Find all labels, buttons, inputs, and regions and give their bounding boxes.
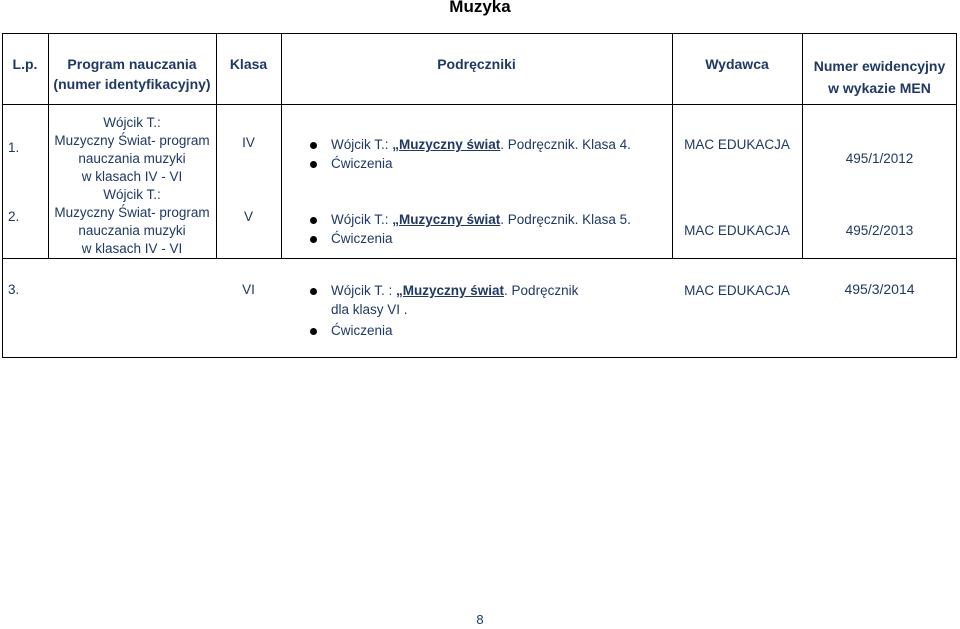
page-title: Muzyka xyxy=(449,0,511,16)
exercises-entry: Ćwiczenia xyxy=(331,231,393,246)
header-divider xyxy=(2,104,957,105)
program-line: nauczania muzyki xyxy=(78,151,186,166)
bullet-icon xyxy=(310,236,317,243)
header-podreczniki: Podręczniki xyxy=(437,56,516,72)
bullet-icon xyxy=(310,161,317,168)
book-author: Wójcik T.: xyxy=(331,212,393,227)
row-lp: 3. xyxy=(8,282,20,297)
publisher: MAC EDUKACJA xyxy=(684,137,790,152)
program-line: Wójcik T.: xyxy=(103,115,161,130)
program-line: w klasach IV - VI xyxy=(81,241,183,256)
page-number: 8 xyxy=(476,612,484,627)
book-details: . Podręcznik. Klasa 4. xyxy=(500,137,631,152)
header-program-line2: (numer identyfikacyjny) xyxy=(53,76,211,92)
program-line: nauczania muzyki xyxy=(78,223,186,238)
program-line: Muzyczny Świat- program xyxy=(54,133,210,148)
row-divider xyxy=(2,258,957,259)
exercises-entry: Ćwiczenia xyxy=(331,156,393,171)
row-lp: 1. xyxy=(8,140,20,155)
book-author: Wójcik T. : xyxy=(331,283,397,298)
book-author: Wójcik T.: xyxy=(331,137,393,152)
klasa-value: V xyxy=(243,209,253,224)
registration-number: 495/1/2012 xyxy=(845,151,914,166)
bullet-icon xyxy=(310,142,317,149)
publisher: MAC EDUKACJA xyxy=(684,283,790,298)
header-program-line1: Program nauczania xyxy=(67,56,197,72)
program-line: w klasach IV - VI xyxy=(81,169,183,184)
textbook-entry xyxy=(331,282,578,300)
textbook-entry-line2: dla klasy VI . xyxy=(331,302,408,317)
bullet-icon xyxy=(310,217,317,224)
book-title: „Muzyczny świat xyxy=(392,137,501,152)
header-numer-line1: Numer ewidencyjny xyxy=(813,58,946,74)
exercises-entry: Ćwiczenia xyxy=(331,323,393,338)
header-lp: L.p. xyxy=(12,56,38,72)
klasa-value: VI xyxy=(242,282,255,297)
header-numer-line2: w wykazie MEN xyxy=(828,80,931,96)
textbook-entry xyxy=(331,211,631,229)
program-line: Muzyczny Świat- program xyxy=(54,205,210,220)
header-wydawca: Wydawca xyxy=(705,56,769,72)
book-title: „Muzyczny świat xyxy=(392,212,501,227)
klasa-value: IV xyxy=(242,135,255,150)
bullet-icon xyxy=(310,288,317,295)
registration-number: 495/3/2014 xyxy=(844,281,915,297)
book-title: „Muzyczny świat xyxy=(396,283,505,298)
registration-number: 495/2/2013 xyxy=(845,223,914,238)
publisher: MAC EDUKACJA xyxy=(684,223,790,238)
program-line: Wójcik T.: xyxy=(103,187,161,202)
book-details: . Podręcznik. Klasa 5. xyxy=(500,212,631,227)
header-klasa: Klasa xyxy=(229,56,268,72)
bullet-icon xyxy=(310,328,317,335)
book-details: . Podręcznik xyxy=(504,283,579,298)
row-lp: 2. xyxy=(8,209,20,224)
textbook-entry xyxy=(331,136,631,154)
